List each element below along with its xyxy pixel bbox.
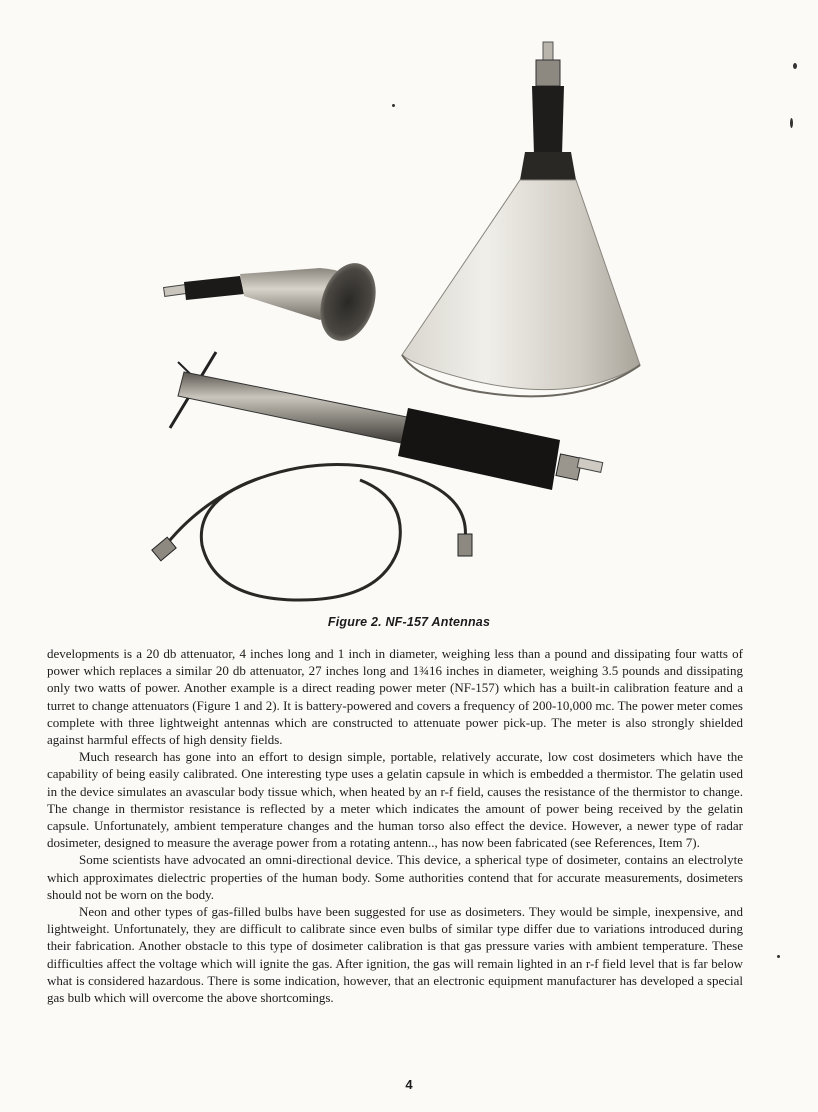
- scan-speck: [793, 63, 797, 69]
- figure-caption: Figure 2. NF-157 Antennas: [327, 615, 491, 629]
- figure-photo: [140, 30, 660, 610]
- scan-speck: [392, 104, 395, 107]
- paragraph-2: Much research has gone into an effort to design simple, portable, relatively accurate, low cost dosimeters which have the capability of being easily calibrated. One interesting type uses a gelatin capsule in which is embedded a thermistor. The gelatin used in the device simulates an avascular body tissue which, when heated by an r-f field, causes the resistance of the thermistor to change. The change in thermistor resistance is reflected by a meter which indicates the amount of power being received by the gelatin capsule. Unfortunately, ambient temperature changes and the human torso also effect the device. However, a newer type of radar dosimeter, designed to measure the average power from a rotating antenn.., has now been fabricated (see References, Item 7).: [47, 749, 743, 851]
- large-cone-antenna: [402, 42, 640, 396]
- paragraph-1: developments is a 20 db attenuator, 4 inches long and 1 inch in diameter, weighing less than a pound and dissipating four watts of power which replaces a similar 20 db attenuator, 27 inches long and 1¾16 inches in diameter, weighing 3.5 pounds and dissipating only two watts of power. Another example is a direct reading power meter (NF-157) which has a built-in calibration feature and a turret to change attenuators (Figure 1 and 2). It is battery-powered and covers a frequency of 200-10,000 mc. The power meter comes complete with three lightweight antennas which are constructed to attenuate power pick-up. The meter is also strongly shielded against harmful effects of high density fields.: [47, 646, 743, 748]
- small-horn-antenna: [164, 256, 386, 348]
- scan-speck: [790, 118, 793, 128]
- page-number: 4: [405, 1077, 413, 1092]
- body-text: [47, 645, 743, 1006]
- scan-speck: [777, 955, 780, 958]
- coaxial-cable: [152, 464, 472, 600]
- paragraph-4: Neon and other types of gas-filled bulbs have been suggested for use as dosimeters. They would be simple, inexpensive, and lightweight. Unfortunately, they are difficult to calibrate since even bulbs of similar type differ due to variations introduced during their fabrication. Another obstacle to this type of dosimeter calibration is that gas pressure varies with ambient temperature. These difficulties affect the voltage which will ignite the gas. After ignition, the gas will remain lighted in an r-f field level that is far below what is considered hazardous. There is some indication, however, that an electronic equipment manufacturer has developed a special gas bulb which will overcome the above shortcomings.: [47, 904, 743, 1006]
- paragraph-3: Some scientists have advocated an omni-directional device. This device, a spherical type of dosimeter, contains an electrolyte which approximates dielectric properties of the human body. Some authorities contend that for accurate measurements, dosimeters should not be worn on the body.: [47, 852, 743, 902]
